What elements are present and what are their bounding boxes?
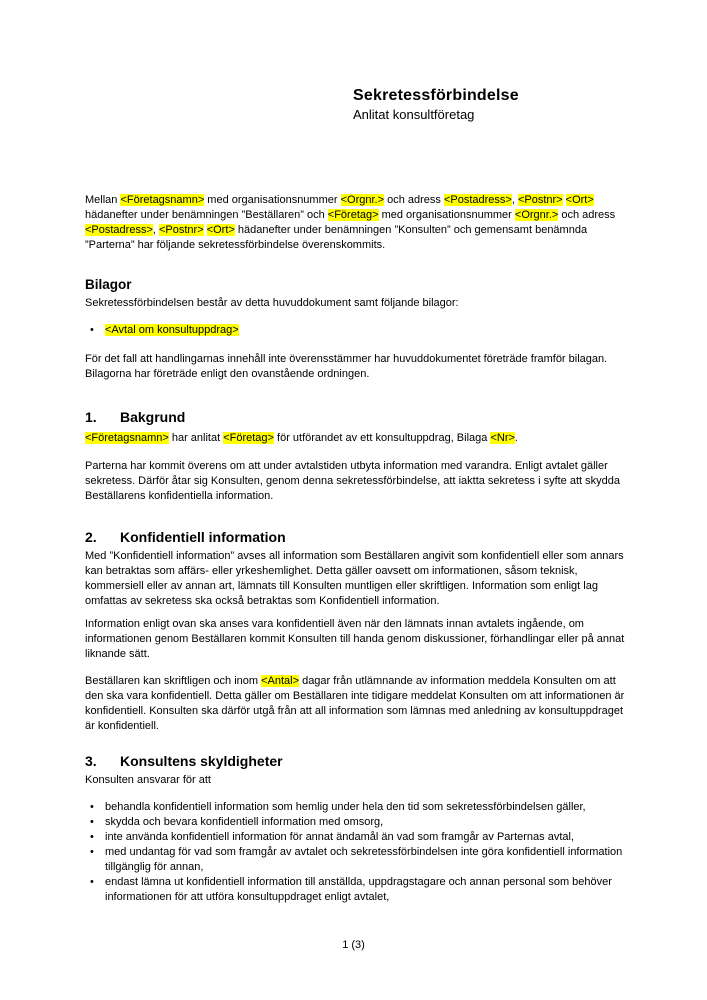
section-number: 3. [85, 753, 97, 769]
bullet-icon: • [90, 876, 94, 888]
bilagor-list [85, 323, 630, 338]
paragraph: Konsulten ansvarar för att [85, 774, 211, 786]
list-item-text: behandla konfidentiell information som hemlig under hela den tid som sekretessförbindelsen gäller, [105, 801, 586, 813]
section-number: 2. [85, 529, 97, 545]
list-item-text: med undantag för vad som framgår av avtalet och sekretessförbindelsen inte göra konfidentiell information tillgänglig för annan, [105, 846, 623, 873]
paragraph: Beställaren kan skriftligen och inom <Antal> dagar från utlämnande av information meddela Konsulten om att den ska vara konfidentiell. Detta gäller om Beställaren inte tidigare meddelat Konsulten om att informationen är konfidentiell. Konsulten ska därför utgå från att all information som lämnas med anledning av konsultuppdraget är konfidentiell. [85, 675, 625, 732]
paragraph: Parterna har kommit överens om att under avtalstiden utbyta information med varandra. Enligt avtalet gäller sekretess. Därför åtar sig Konsulten, genom denna sekretessförbindelse, att iaktta sekretess i syfte att skydda Beställarens konfidentiella information. [85, 460, 620, 502]
list-item [85, 800, 630, 815]
section-2-heading [85, 528, 630, 546]
list-item [85, 830, 630, 845]
section-2-konfidentiell-information [85, 528, 630, 734]
section-heading-text: Bakgrund [120, 409, 186, 425]
list-item [85, 323, 630, 338]
bilagor-lead: Sekretessförbindelsen består av detta huvuddokument samt följande bilagor: [85, 297, 459, 309]
section-heading-text: Konsultens skyldigheter [120, 753, 283, 769]
section-number: 1. [85, 409, 97, 425]
list-item-text: <Avtal om konsultuppdrag> [105, 324, 239, 336]
page-number: 1 (3) [342, 939, 365, 951]
list-item [85, 815, 630, 830]
section-bilagor [85, 276, 630, 382]
bullet-icon: • [90, 816, 94, 828]
list-item [85, 875, 630, 905]
bilagor-heading: Bilagor [85, 277, 132, 292]
section-heading-text: Konfidentiell information [120, 529, 286, 545]
document-title: Sekretessförbindelse [353, 87, 519, 104]
bullet-icon: • [90, 846, 94, 858]
document-subtitle: Anlitat konsultföretag [353, 107, 475, 122]
bullet-icon: • [90, 831, 94, 843]
paragraph: <Företagsnamn> har anlitat <Företag> för utförandet av ett konsultuppdrag, Bilaga <Nr>. [85, 432, 518, 444]
list-item [85, 845, 630, 875]
list-item-text: endast lämna ut konfidentiell information till anställda, uppdragstagare och annan personal som behöver informationen för att utföra konsultuppdraget enligt avtalet, [105, 876, 612, 903]
section-3-heading [85, 752, 630, 770]
section-1-bakgrund [85, 408, 630, 504]
section-3-konsultens-skyldigheter [85, 752, 630, 905]
document-header [353, 86, 630, 123]
paragraph: Information enligt ovan ska anses vara konfidentiell även när den lämnats innan avtalets ingående, om informationen genom Beställaren kommit Konsulten till handa genom diskussioner, förhandlingar eller på annat liknande sätt. [85, 618, 625, 660]
obligations-list [85, 800, 630, 905]
page-footer [0, 938, 707, 953]
bullet-icon: • [90, 801, 94, 813]
intro-paragraph: Mellan <Företagsnamn> med organisationsnummer <Orgnr.> och adress <Postadress>, <Postnr> <Ort> hädanefter under benämningen ”Beställaren” och <Företag> med organisationsnummer <Orgnr.> och adress <Postadress>, <Postnr> <Ort> hädanefter under benämningen ”Konsulten” och gemensamt benämnda ”Parterna” har följande sekretessförbindelse överenskommits. [85, 194, 616, 251]
list-item-text: inte använda konfidentiell information för annat ändamål än vad som framgår av Parternas avtal, [105, 831, 574, 843]
bullet-icon: • [90, 324, 94, 336]
section-1-heading [85, 408, 630, 426]
paragraph: Med ”Konfidentiell information” avses all information som Beställaren angivit som konfidentiell eller som annars kan betraktas som affärs- eller yrkeshemlighet. Detta gäller oavsett om informationen, såsom teknisk, kommersiell eller av annan art, lämnats till Konsulten muntligen eller skriftligen. Information som enligt lag omfattas av sekretess ska också betraktas som Konfidentiell information. [85, 550, 624, 607]
list-item-text: skydda och bevara konfidentiell information med omsorg, [105, 816, 384, 828]
bilagor-after-paragraph: För det fall att handlingarnas innehåll inte överensstämmer har huvuddokumentet företräde framför bilagan. Bilagorna har företräde enligt den ovanstående ordningen. [85, 353, 608, 380]
